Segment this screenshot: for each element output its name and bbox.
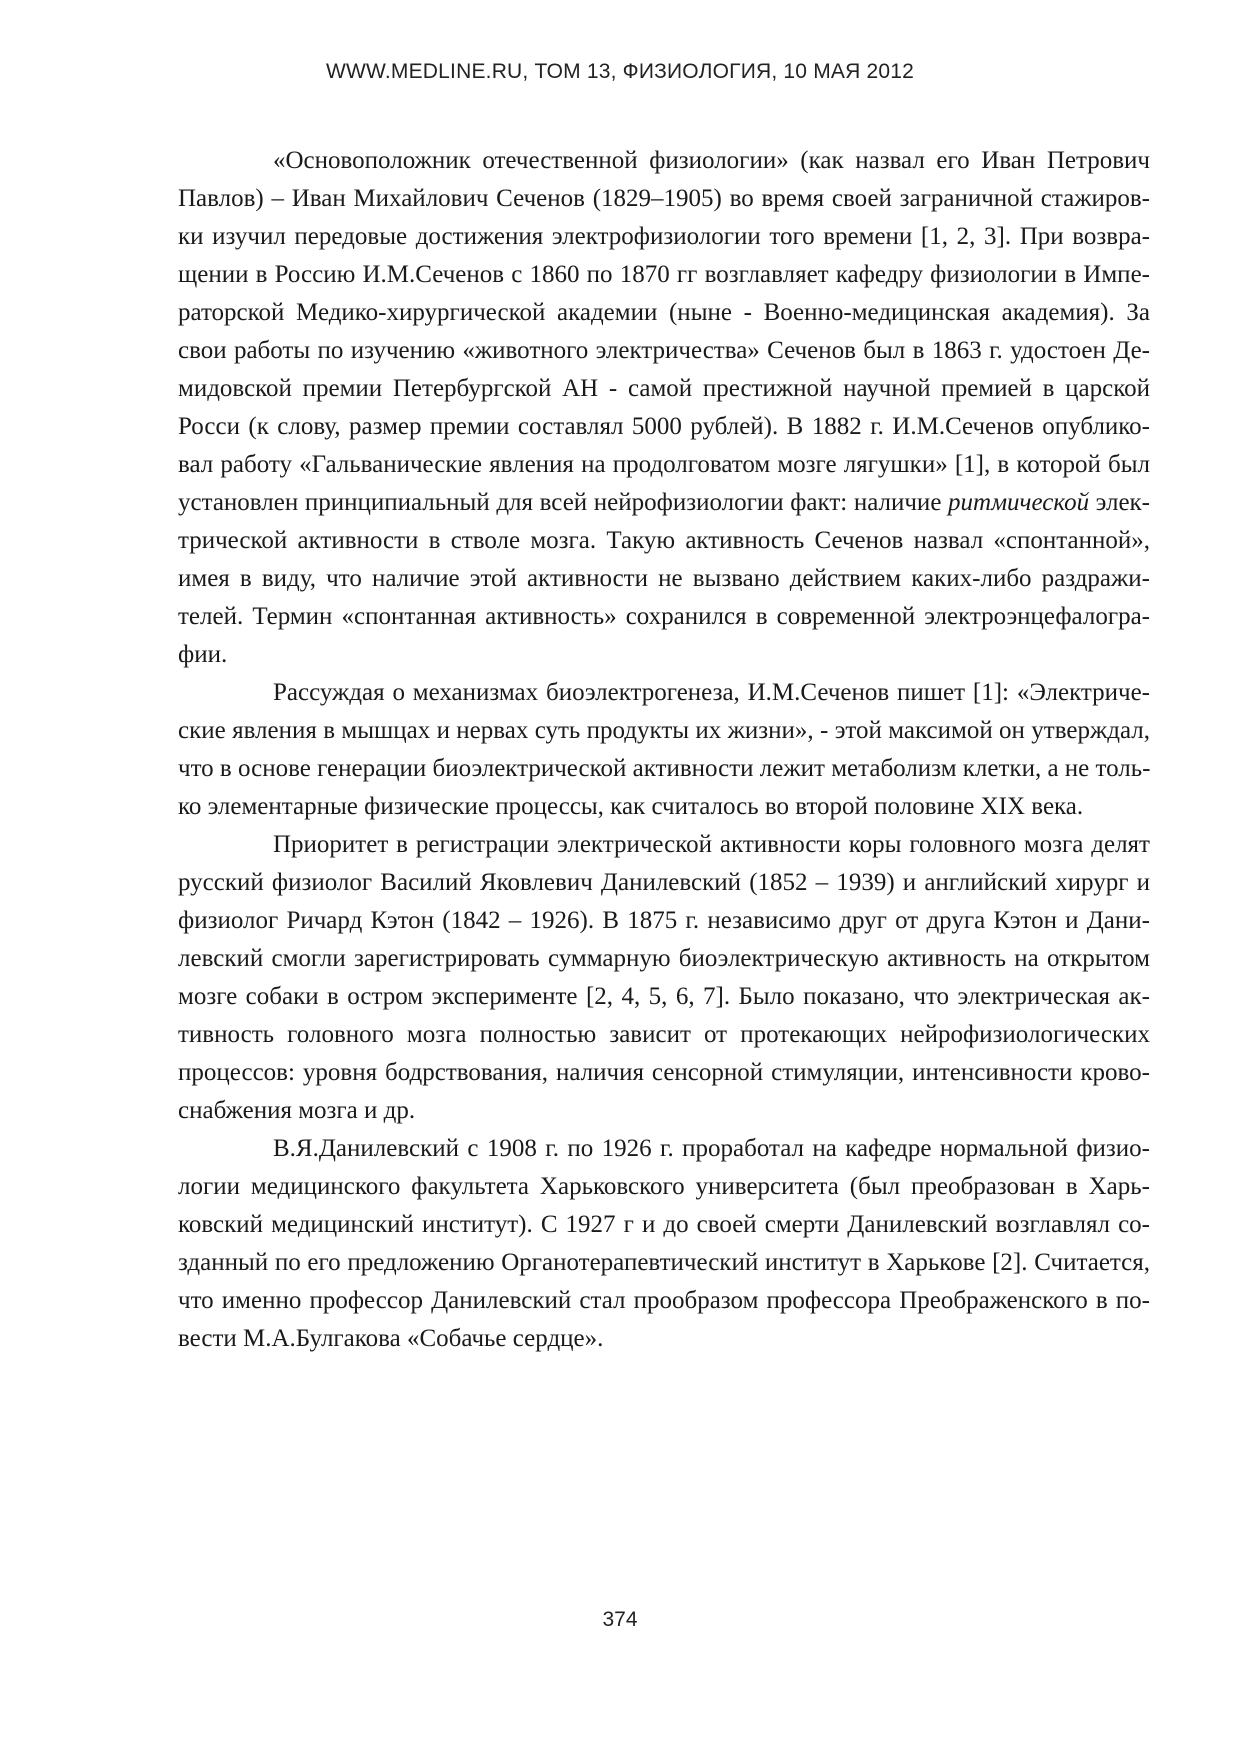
text-line: Рассуждая о механизмах биоэлектрогенеза, И.М.Сеченов пишет [1]: «Электриче- (273, 679, 1150, 706)
text-line: телей. Термин «спонтанная активность» сохранился в современной электроэнцефалогра- (178, 603, 1150, 630)
text-line: вести М.А.Булгакова «Собачье сердце». (178, 1325, 604, 1352)
text-line: мидовской премии Петербургской АН - самой престижной научной премией в царской (178, 375, 1150, 402)
text-line: вал работу «Гальванические явления на продолговатом мозге лягушки» [1], в которой был (178, 451, 1150, 478)
text-line: ские явления в мышцах и нервах суть продукты их жизни», - этой максимой он утверждал, (178, 717, 1150, 744)
text-line: ки изучил передовые достижения электрофизиологии того времени [1, 2, 3]. При возвра- (178, 223, 1150, 250)
text-line-with-emphasis (178, 484, 1150, 522)
text-line: Приоритет в регистрации электрической активности коры головного мозга делят (273, 831, 1150, 858)
text-line: физиолог Ричард Кэтон (1842 – 1926). В 1875 г. независимо друг от друга Кэтон и Дани- (178, 907, 1150, 934)
text-line: снабжения мозга и др. (178, 1097, 416, 1124)
text-line: логии медицинского факультета Харьковского университета (был преобразован в Харь- (178, 1173, 1150, 1200)
text-line: В.Я.Данилевский с 1908 г. по 1926 г. проработал на кафедре нормальной физио- (273, 1135, 1150, 1162)
text-line: что именно профессор Данилевский стал прообразом профессора Преображенского в по- (178, 1287, 1150, 1314)
text-line: ко элементарные физические процессы, как считалось во второй половине XIX века. (178, 793, 1084, 820)
text-line: тивность головного мозга полностью зависит от протекающих нейрофизиологических (178, 1021, 1150, 1048)
text-line: «Основоположник отечественной физиологии» (как назвал его Иван Петрович (273, 147, 1150, 174)
text-line: мозге собаки в остром эксперименте [2, 4, 5, 6, 7]. Было показано, что электрическая ак- (178, 983, 1150, 1010)
text-line: Росси (к слову, размер премии составлял 5000 рублей). В 1882 г. И.М.Сеченов опублико- (178, 413, 1150, 440)
running-header: WWW.MEDLINE.RU, ТОМ 13, ФИЗИОЛОГИЯ, 10 МАЯ 2012 (325, 60, 915, 83)
text-line: зданный по его предложению Органотерапевтический институт в Харькове [2]. Считается, (178, 1249, 1150, 1276)
text-line: имея в виду, что наличие этой активности не вызвано действием каких-либо раздражи- (178, 565, 1150, 592)
text-line: русский физиолог Василий Яковлевич Данилевский (1852 – 1939) и английский хирург и (178, 869, 1150, 896)
text-line: щении в Россию И.М.Сеченов с 1860 по 1870 гг возглавляет кафедру физиологии в Импе- (178, 261, 1150, 288)
text-line: трической активности в стволе мозга. Такую активность Сеченов назвал «спонтанной», (178, 527, 1150, 554)
text-line: раторской Медико-хирургической академии (ныне - Военно-медицинская академия). За (178, 299, 1150, 326)
text-run: установлен принципиальный для всей нейрофизиологии факт: наличие (178, 489, 949, 516)
emphasis-rhythmic: ритмической (948, 489, 1090, 516)
paragraph-sechenov-biography (178, 142, 1150, 674)
article-body (178, 142, 1150, 1358)
paragraph-danilevsky (178, 1130, 1150, 1358)
paragraph-bioelectrogenesis (178, 674, 1150, 826)
text-line: процессов: уровня бодрствования, наличия сенсорной стимуляции, интенсивности крово- (178, 1059, 1150, 1086)
text-line: что в основе генерации биоэлектрической активности лежит метаболизм клетки, а не толь- (178, 755, 1151, 782)
text-line: левский смогли зарегистрировать суммарную биоэлектрическую активность на открытом (178, 945, 1150, 972)
page-number: 374 (602, 1608, 638, 1631)
paragraph-priority-registration (178, 826, 1150, 1130)
text-line: ковский медицинский институт). С 1927 г и до своей смерти Данилевский возглавлял со- (178, 1211, 1150, 1238)
text-line: свои работы по изучению «животного электричества» Сеченов был в 1863 г. удостоен Де- (178, 337, 1150, 364)
text-line: Павлов) – Иван Михайлович Сеченов (1829–1905) во время своей заграничной стажиров- (178, 185, 1150, 212)
text-run: элек- (1089, 489, 1151, 516)
text-line: фии. (178, 641, 228, 668)
